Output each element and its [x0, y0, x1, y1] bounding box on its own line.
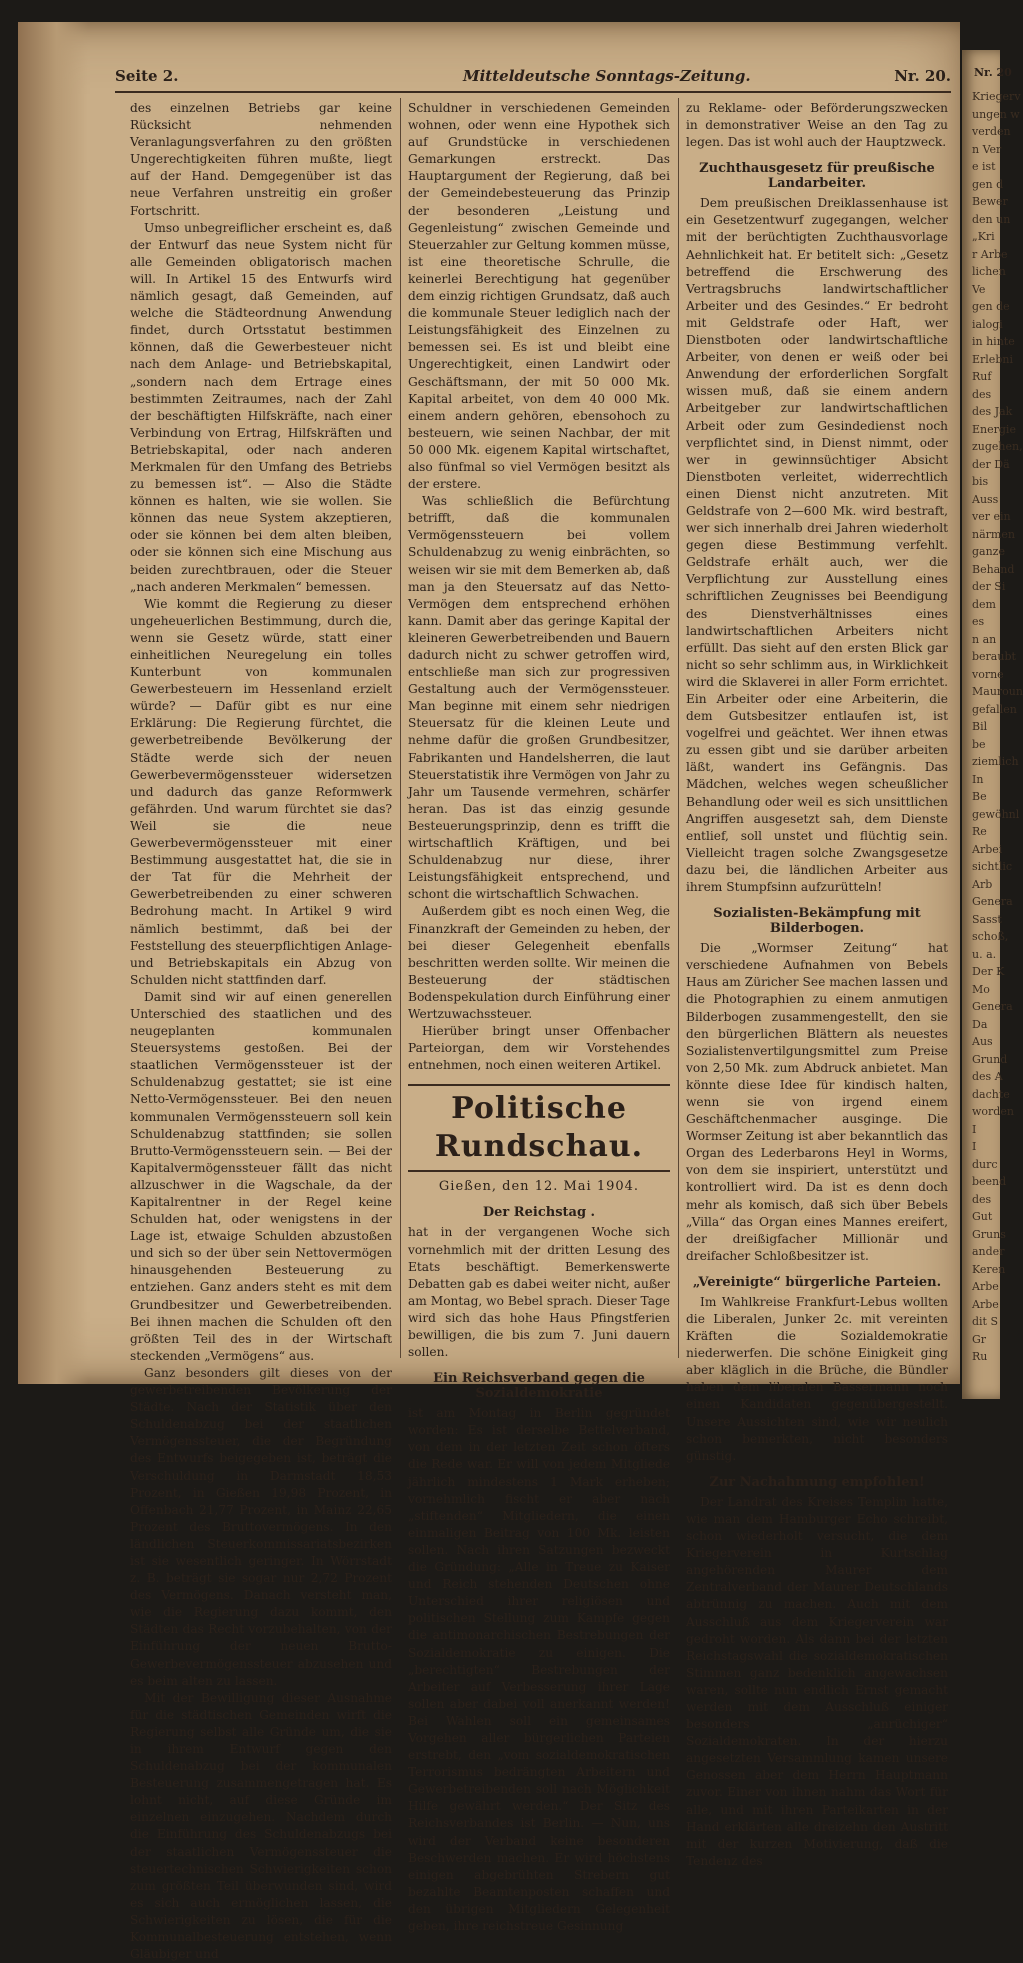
adjacent-page-fragment: Gut [972, 1210, 993, 1223]
adjacent-page-fragment: durc [972, 1157, 998, 1171]
paragraph: Umso unbegreiflicher erscheint es, daß der Entwurf das neue System nicht für alle Gemeinden obligatorisch machen will. In Artikel 15 des Entwurfs wird nämlich gesagt, daß Gemeinden, auf welche die Städteordnung Anwendung findet, durch Ortsstatut bestimmen können, daß die Gewerbesteuer nicht nach dem Anlage- und Betriebskapital, „sondern nach dem Ertrage eines bestimmten Zeitraumes, nach der Zahl der beschäftigten Hilfskräfte, nach einer Verbindung von Ertrag, Hilfskräften und Betriebskapital, oder nach anderen Merkmalen für den Umfang des Betriebs zu bemessen ist“. — Also die Städte können es halten, wie sie wollen. Sie können das neue System akzeptieren, oder sie können bei dem alten bleiben, oder sie können sich eine Mischung aus beiden zurechtbrauen, oder die Steuer „nach anderen Merkmalen“ bemessen. [130, 220, 392, 594]
adjacent-page-fragment: I [972, 1122, 977, 1136]
adjacent-page-fragment: Ruf [972, 370, 992, 383]
adjacent-page-fragment: Bewer [972, 195, 1008, 208]
adjacent-page-fragment: ialogi [972, 317, 1003, 331]
paragraph: des einzelnen Betriebs gar keine Rücksicht nehmenden Veranlagungsverfahren zu den größten Ungerechtigkeiten führen mußte, liegt auf der Hand. Demgegenüber ist das neue Verfahren unstreitig ein großer Fortschritt. [130, 101, 392, 218]
rundschau-heading: Politische Rundschau. [408, 1084, 670, 1172]
adjacent-page-fragment: Mauroun [972, 685, 1023, 698]
adjacent-page-fragment: Gruns [972, 1227, 1006, 1241]
adjacent-page-fragment: des [972, 1192, 992, 1206]
adjacent-page-fragment: der Dä [972, 457, 1010, 471]
adjacent-page-fragment: Erlebni [972, 352, 1013, 366]
paragraph: Damit sind wir auf einen generellen Unterschied des staatlichen und des neugeplanten kommunalen Steuersystems gestoßen. Bei der staatlichen Vermögenssteuer ist der Schuldenabzug gestattet; sie ist eine Netto-Vermögenssteuer. Bei den neuen kommunalen Vermögenssteuern soll kein Schuldenabzug stattfinden; sie sollen Brutto-Vermögenssteuern sein. — Bei der Kapitalvermögenssteuer fällt das nicht allzuschwer in die Wagschale, da der Kapitalrentner in der Regel keine Schulden hat, oder wenigstens in der Lage ist, etwaige Schulden abzustoßen und sich so der über sein Nettovermögen hinausgehenden Besteuerung zu entziehen. Ganz anders steht es mit dem Grundbesitzer und Gewerbetreibenden. Bei ihnen machen die Schulden oft den größten Teil des in der Wirtschaft steckenden „Vermögens“ aus. [130, 989, 392, 1363]
section-heading: Der Reichstag . [482, 1205, 596, 1221]
adjacent-page-fragment: den un [972, 212, 1011, 226]
paragraph: Der Landrat des Kreises Templin hatte, wie man dem Hamburger Echo schreibt, schon wiederholt versucht, die dem Kriegerverein in Kurtschlag angehörenden Maurer dem Zentralverband der Maurer Deutschlands abtrünnig zu machen. Auch mit dem Ausschluß aus dem Kriegerverein war gedroht worden. Als dann bei der letzten Reichstagswahl die sozialdemokratischen Stimmen ganz bedenklich angewachsen waren, sollte nun endlich Ernst gemacht werden mit dem Ausschluß einiger besonders „anrüchiger“ Sozialdemokraten. In der hierzu angesetzten Versammlung kamen unsere Genossen aber dem Herrn Hauptmann zuvor. Einer von ihnen nahm das Wort für alle, und mit ihren Parteikarten in der Hand erklärten alle dreizehn den Austritt mit der kurzen Motivierung, daß die Tendenz des [686, 1494, 948, 1868]
adjacent-page-fragment: r Arbe [972, 247, 1008, 261]
adjacent-page-fragment: gen de [972, 300, 1010, 313]
paragraph: Mit der Bewilligung dieser Ausnahme für die städtischen Gemeinden wirft die Regierung selbst alle Gründe um, die sie in ihrem Entwurf gegen den Schuldenabzug bei der kommunalen Besteuerung zusammengetragen hat. Es lohnt nicht, auf diese Gründe im einzelnen einzugehen. Nachdem durch die Einführung des Schuldenabzugs bei der staatlichen Vermögenssteuer die steuertechnischen Schwierigkeiten schon zum größten Teil überwunden sind, wird es sich auch ermöglichen lassen, die Schwierigkeiten zu lösen, die für die Kommunalbesteuerung entstehen, wenn Gläubiger und [130, 1690, 392, 1962]
page-number: Seite 2. [115, 67, 179, 85]
paragraph: ist am Montag in Berlin gegründet worden: Es ist derselbe Bettelverband, von dem in der letzten Zeit schon öfters die Rede war. Er will von jedem Mitgliede jährlich mindestens 1 Mark erheben; vornehmlich fischt er aber nach „stiftenden“ Mitgliedern, die einen einmaligen Beitrag von 100 Mk. leisten sollen. Nach ihren Satzungen bezweckt die Gründung: „Alle in Treue zu Kaiser und Reich stehenden Deutschen ohne Unterschied ihrer religiösen und politischen Stellung zum Kampfe gegen die antimonarchischen Bestrebungen der Sozialdemokratie zu einigen. Die „berechtigten“ Bestrebungen der Arbeiter auf Verbesserung ihrer Lage sollen aber dabei voll anerkannt werden! Bei Wahlen soll ein gemeinsames Vorgehen aller bürgerlichen Parteien erstrebt, den „vom sozialdemokratischen Terrorismus bedrängten Arbeitern und Gewerbetreibenden soll nach Möglichkeit Hilfe gewährt werden.“ Der Sitz des Reichsverbandes ist Berlin. — Nun, uns wird der Verband keine besonderen Beschwerden machen. Er wird höchstens einigen abgebrühten Strebern gut bezahlte Beamtenposten schaffen und den übrigen Mitgliedern Gelegenheit geben, ihre reichstreue Gesinnung [408, 1406, 670, 1933]
page-binding-shadow [18, 22, 88, 1384]
adjacent-page-fragment: des [972, 387, 992, 401]
adjacent-page-fragment: Ru [972, 1350, 988, 1363]
adjacent-page-fragment: Gr [972, 1332, 987, 1346]
paragraph: Außerdem gibt es noch einen Weg, die Finanzkraft der Gemeinden zu heben, der bei dieser Gelegenheit ebenfalls beschritten werden sollte. Wir meinen die Besteuerung der städtischen Bodenspekulation durch Einführung einer Wertzuwachssteuer. [408, 904, 670, 1021]
paragraph: Schuldner in verschiedenen Gemeinden wohnen, oder wenn eine Hypothek sich auf Grundstücke in verschiedenen Gemarkungen erstreckt. Das Hauptargument der Regierung, daß bei der Gemeindebesteuerung das Prinzip der besonderen „Leistung und Gegenleistung“ zwischen Gemeinde und Steuerzahler zur Geltung kommen müsse, ist eine theoretische Schrulle, die keinerlei Berechtigung hat gegenüber dem einzig richtigen Grundsatz, daß auch die kommunale Steuer lediglich nach der Leistungsfähigkeit des Einzelnen zu bemessen sei. Es ist und bleibt eine Ungerechtigkeit, einen Landwirt oder Geschäftsmann, der mit 50 000 Mk. Kapital arbeitet, von dem 40 000 Mk. einem andern gehören, ebensohoch zu besteuern, wie seinen Nachbar, der mit 50 000 Mk. eigenem Kapital wirtschaftet, also fünfmal so viel Vermögen besitzt als der erstere. [408, 101, 670, 492]
adjacent-page-fragment: Arbe [972, 1280, 999, 1293]
adjacent-page-fragment: beraubt [972, 650, 1016, 663]
paragraph: Die „Wormser Zeitung“ hat verschiedene Aufnahmen von Bebels Haus am Züricher See machen lassen und die Photographien zu einem anmutigen Bilderbogen zusammengestellt, den sie den bürgerlichen Blättern als neuestes Sozialistenvertilgungsmittel zum Preise von 2,50 Mk. zum Abdruck anbietet. Man könnte diese Idee für kindisch halten, wenn sie von irgend einem Geschäftchenmacher ausginge. Die Wormser Zeitung ist aber bekanntlich das Organ des Lederbarons Heyl in Worms, von dem sie inspiriert, unterstützt und kontrolliert wird. Da ist es denn doch mehr als komisch, daß sich über Bebels „Villa“ das Organ eines Mannes ereifert, der dreißigfacher Millionär und dreifacher Schloßbesitzer ist. [686, 941, 948, 1263]
adjacent-page-fragment: Bil [972, 720, 988, 733]
paragraph: Hierüber bringt unser Offenbacher Parteiorgan, dem wir Vorstehendes entnehmen, noch einen weiteren Artikel. [408, 1024, 670, 1073]
paragraph: Wie kommt die Regierung zu dieser ungeheuerlichen Bestimmung, durch die, wenn sie Gesetz würde, statt einer einheitlichen Neuregelung ein tolles Kunterbunt von kommunalen Gewerbesteuern im Hessenland erzielt würde? — Dafür gibt es nur eine Erklärung: Die Regierung fürchtet, die gewerbetreibende Bevölkerung der Städte werde sich der neuen Gewerbevermögenssteuer widersetzen und dadurch das ganze Reformwerk gefährden. Und warum fürchtet sie das? Weil sie die neue Gewerbevermögenssteuer mit einer Bestimmung ausgestattet hat, die sie in der Tat für die Mehrheit der Gewerbetreibenden zu einer schweren Bedrohung macht. In Artikel 9 wird nämlich bestimmt, daß bei der Feststellung des steuerpflichtigen Anlage- und Betriebskapitals ein Abzug von Schulden nicht stattfinden darf. [130, 596, 392, 987]
paragraph: Was schließlich die Befürchtung betrifft, daß die kommunalen Vermögenssteuern bei vollem Schuldenabzug zu wenig einbrächten, so weisen wir sie mit dem Bemerken ab, daß man ja den Steuersatz auf das Netto-Vermögen dem entsprechend erhöhen kann. Damit aber das geringe Kapital der kleineren Gewerbetreibenden und Bauern dadurch nicht zu schwer getroffen wird, entschließe man sich zur progressiven Gestaltung auch der Vermögenssteuer. Man beginne mit einem sehr niedrigen Steuersatz für die kleinen Leute und nehme dafür die großen Grundbesitzer, Fabrikanten und Handelsherren, die laut Steuerstatistik ihre Vermögen von Jahr zu Jahr um Tausende vermehren, schärfer heran. Das ist das einzig gesunde Besteuerungsprinzip, denn es trifft die wirtschaftlich Kräftigen, und bei Schuldenabzug nur diese, ihrer Leistungsfähigkeit entsprechend, und schont die wirtschaftlich Schwachen. [408, 494, 670, 902]
adjacent-page-fragment: ver ein [972, 510, 1011, 523]
column-divider [400, 98, 401, 1358]
adjacent-page-fragment: Re [972, 825, 987, 838]
adjacent-page-fragment: worden [972, 1105, 1014, 1118]
page-header [115, 65, 951, 87]
adjacent-page-fragment: Ve [972, 282, 986, 296]
adjacent-page-fragment: bis [972, 475, 989, 488]
adjacent-page-fragment: ander [972, 1245, 1005, 1258]
newspaper-name: Mitteldeutsche Sonntags-Zeitung. [463, 67, 751, 85]
adjacent-page-fragment: dit S [972, 1315, 999, 1328]
section-heading: Zuchthausgesetz für preußische Landarbeiter. [699, 161, 935, 192]
adjacent-page-fragment: u. a. [972, 947, 997, 961]
dateline: Gießen, den 12. Mai 1904. [438, 1179, 640, 1195]
adjacent-page-fragment: gen d [972, 177, 1004, 191]
paragraph: hat in der vergangenen Woche sich vornehmlich mit der dritten Lesung des Etats beschäftigt. Bemerkenswerte Debatten gab es dabei weiter nicht, außer am Montag, wo Bebel sprach. Dieser Tage wird sich das hohe Haus Pfingstferien bewilligen, die bis zum 7. Juni dauern sollen. [408, 1225, 670, 1360]
column-3 [686, 100, 948, 1868]
adjacent-page-fragment: des Jak [972, 405, 1013, 418]
section-heading: Ein Reichsverband gegen die Sozialdemokratie [433, 1371, 645, 1402]
adjacent-page-fragment: Kriegerv [972, 90, 1021, 103]
adjacent-page-fragment: be [972, 737, 986, 751]
adjacent-page-header: Nr. 20 [974, 66, 1012, 79]
adjacent-page-fragment: Arbei [972, 842, 1003, 856]
adjacent-page-fragment: Genera [972, 895, 1013, 908]
adjacent-page-fragment: Der K [972, 965, 1005, 978]
adjacent-page-fragment: Auss [972, 492, 999, 506]
column-2 [408, 100, 670, 1933]
column-1 [130, 100, 392, 1962]
adjacent-page-fragment: verden [972, 125, 1011, 138]
adjacent-page-fragment: zugehen, [972, 440, 1023, 453]
adjacent-page-fragment: närmen [972, 527, 1015, 541]
adjacent-page-fragment: der Si [972, 580, 1006, 593]
adjacent-page-fragment: dem [972, 597, 996, 611]
adjacent-page-fragment: Da [972, 1017, 988, 1031]
adjacent-page-fragment: n an [972, 632, 997, 646]
adjacent-page-fragment: Be [972, 790, 987, 803]
adjacent-page-fragment: e ist [972, 160, 996, 173]
adjacent-page-fragment: n Ver [972, 142, 1002, 156]
adjacent-page-fragment: gewöhnl [972, 807, 1020, 821]
adjacent-page-fragment: beend [972, 1175, 1007, 1188]
adjacent-page-fragment: schoß, [972, 930, 1009, 943]
adjacent-page-fragment: Mo [972, 982, 990, 996]
paragraph: Im Wahlkreise Frankfurt-Lebus wollten die Liberalen, Junker 2c. mit vereinten Kräften die Sozialdemokratie niederwerfen. Die schöne Einigkeit ging aber kläglich in die Brüche, die Bündler haben dem liberalen Bassermann noch einen Kandidaten gegenübergestellt. Unsere Aussichten sind, wie wir neulich schon bemerkten, nicht besonders günstig. [686, 1294, 948, 1463]
adjacent-page-fragment: Grund [972, 1052, 1008, 1066]
adjacent-page-fragment: vorne [972, 667, 1004, 681]
adjacent-page-fragment: Genera [972, 1000, 1013, 1013]
adjacent-page-fragment: I [972, 1140, 977, 1153]
adjacent-page-fragment: lichen [972, 265, 1006, 278]
section-heading: Sozialisten-Bekämpfung mit Bilderbogen. [713, 906, 921, 937]
adjacent-page-fragment: in hinte [972, 335, 1015, 348]
column-divider [678, 98, 679, 1358]
adjacent-page-edge [962, 50, 1023, 1399]
issue-number: Nr. 20. [894, 67, 951, 85]
section-heading: „Vereinigte“ bürgerliche Parteien. [692, 1274, 942, 1290]
section-heading: Zur Nachahmung empfohlen! [709, 1474, 925, 1490]
adjacent-page-fragment: gefallen [972, 702, 1017, 716]
adjacent-page-fragment: In [972, 772, 984, 786]
adjacent-page-fragment: des A [972, 1070, 1003, 1083]
adjacent-page-fragment: dachte [972, 1087, 1010, 1101]
adjacent-page-fragment: ganze [972, 545, 1005, 558]
adjacent-page-fragment: Energie [972, 422, 1016, 436]
adjacent-page-fragment: ziemlich [972, 755, 1019, 768]
adjacent-page-fragment: sichtlic [972, 860, 1013, 873]
adjacent-page-fragment: Behand [972, 562, 1015, 576]
adjacent-page-fragment: Arb [972, 877, 993, 891]
adjacent-page-fragment: „Kri [972, 230, 995, 243]
adjacent-page-fragment: Aus [972, 1035, 993, 1048]
adjacent-page-fragment: Sasst [972, 912, 1002, 926]
header-rule [115, 91, 951, 93]
paragraph: Ganz besonders gilt dieses von der gewerbetreibenden Bevölkerung der Städte. Nach der Statistik über den Schuldenabzug bei der staatlichen Vermögenssteuer, die der Begründung des Entwurfs beigegeben ist, beträgt die Verschuldung in Darmstadt 18,53 Prozent, in Gießen 19,98 Prozent, in Offenbach 21,77 Prozent, in Mainz 22,65 Prozent des Bruttovermögens. In den ländlichen Steuerkommissariatsbezirken ist sie wesentlich geringer. In Wörrstadt z. B. beträgt sie sogar nur 2,72 Prozent des Vermögens. Danach versteht man, wie die Regierung dazu kommt, den Städten das Recht vorzubehalten, von der Einführung der neuen Brutto-Gewerbevermögenssteuer abzusehen und es beim alten zu lassen. [130, 1365, 392, 1688]
adjacent-page-fragment: Keren [972, 1262, 1006, 1276]
adjacent-page-fragment: ungen w [972, 107, 1020, 121]
adjacent-page-fragment: es [972, 615, 985, 628]
adjacent-page-fragment: Arbe [972, 1297, 999, 1311]
paragraph: Dem preußischen Dreiklassenhause ist ein Gesetzentwurf zugegangen, welcher mit der berüchtigten Zuchthausvorlage Aehnlichkeit hat. Er betitelt sich: „Gesetz betreffend die Erschwerung des Vertragsbruchs landwirtschaftlicher Arbeiter und des Gesindes.“ Er bedroht mit Geldstrafe oder Haft, wer Dienstboten oder landwirtschaftliche Arbeiter, von denen er weiß oder bei Anwendung der erforderlichen Sorgfalt wissen muß, daß sie einem andern Arbeitgeber zur landwirtschaftlichen Arbeit oder zum Gesindedienst noch verpflichtet sind, in Dienst nimmt, oder wer in gewinnsüchtiger Absicht Dienstboten verleitet, widerrechtlich einen Dienst nicht anzutreten. Mit Geldstrafe von 2—600 Mk. wird bestraft, wer sich innerhalb drei Jahren wiederholt gegen diese Bestimmung verfehlt. Geldstrafe erhält auch, wer die Verpflichtung zur Ausstellung eines schriftlichen Zeugnisses bei Beendigung des Dienstverhältnisses eines landwirtschaftlichen Arbeiters nicht erfüllt. Das sieht auf den ersten Blick gar nicht so sehr schlimm aus, in Wirklichkeit wird die Sklaverei in aller Form errichtet. Ein Arbeiter oder eine Arbeiterin, die dem Gutsbesitzer entlaufen ist, ist vogelfrei und geächtet. Wer ihnen etwas zu essen gibt und sie darüber arbeiten läßt, wandert ins Gefängnis. Das Mädchen, welches wegen scheußlicher Behandlung oder weil es sich unsittlichen Angriffen ausgesetzt sah, dem Dienste entlief, soll unstet und flüchtig sein. Vielleicht tragen solche Zwangsgesetze dazu bei, die ländlichen Arbeiter aus ihrem Stumpfsinn aufzurütteln! [686, 196, 948, 895]
paragraph: zu Reklame- oder Beförderungszwecken in demonstrativer Weise an den Tag zu legen. Das ist wohl auch der Hauptzweck. [686, 101, 948, 150]
